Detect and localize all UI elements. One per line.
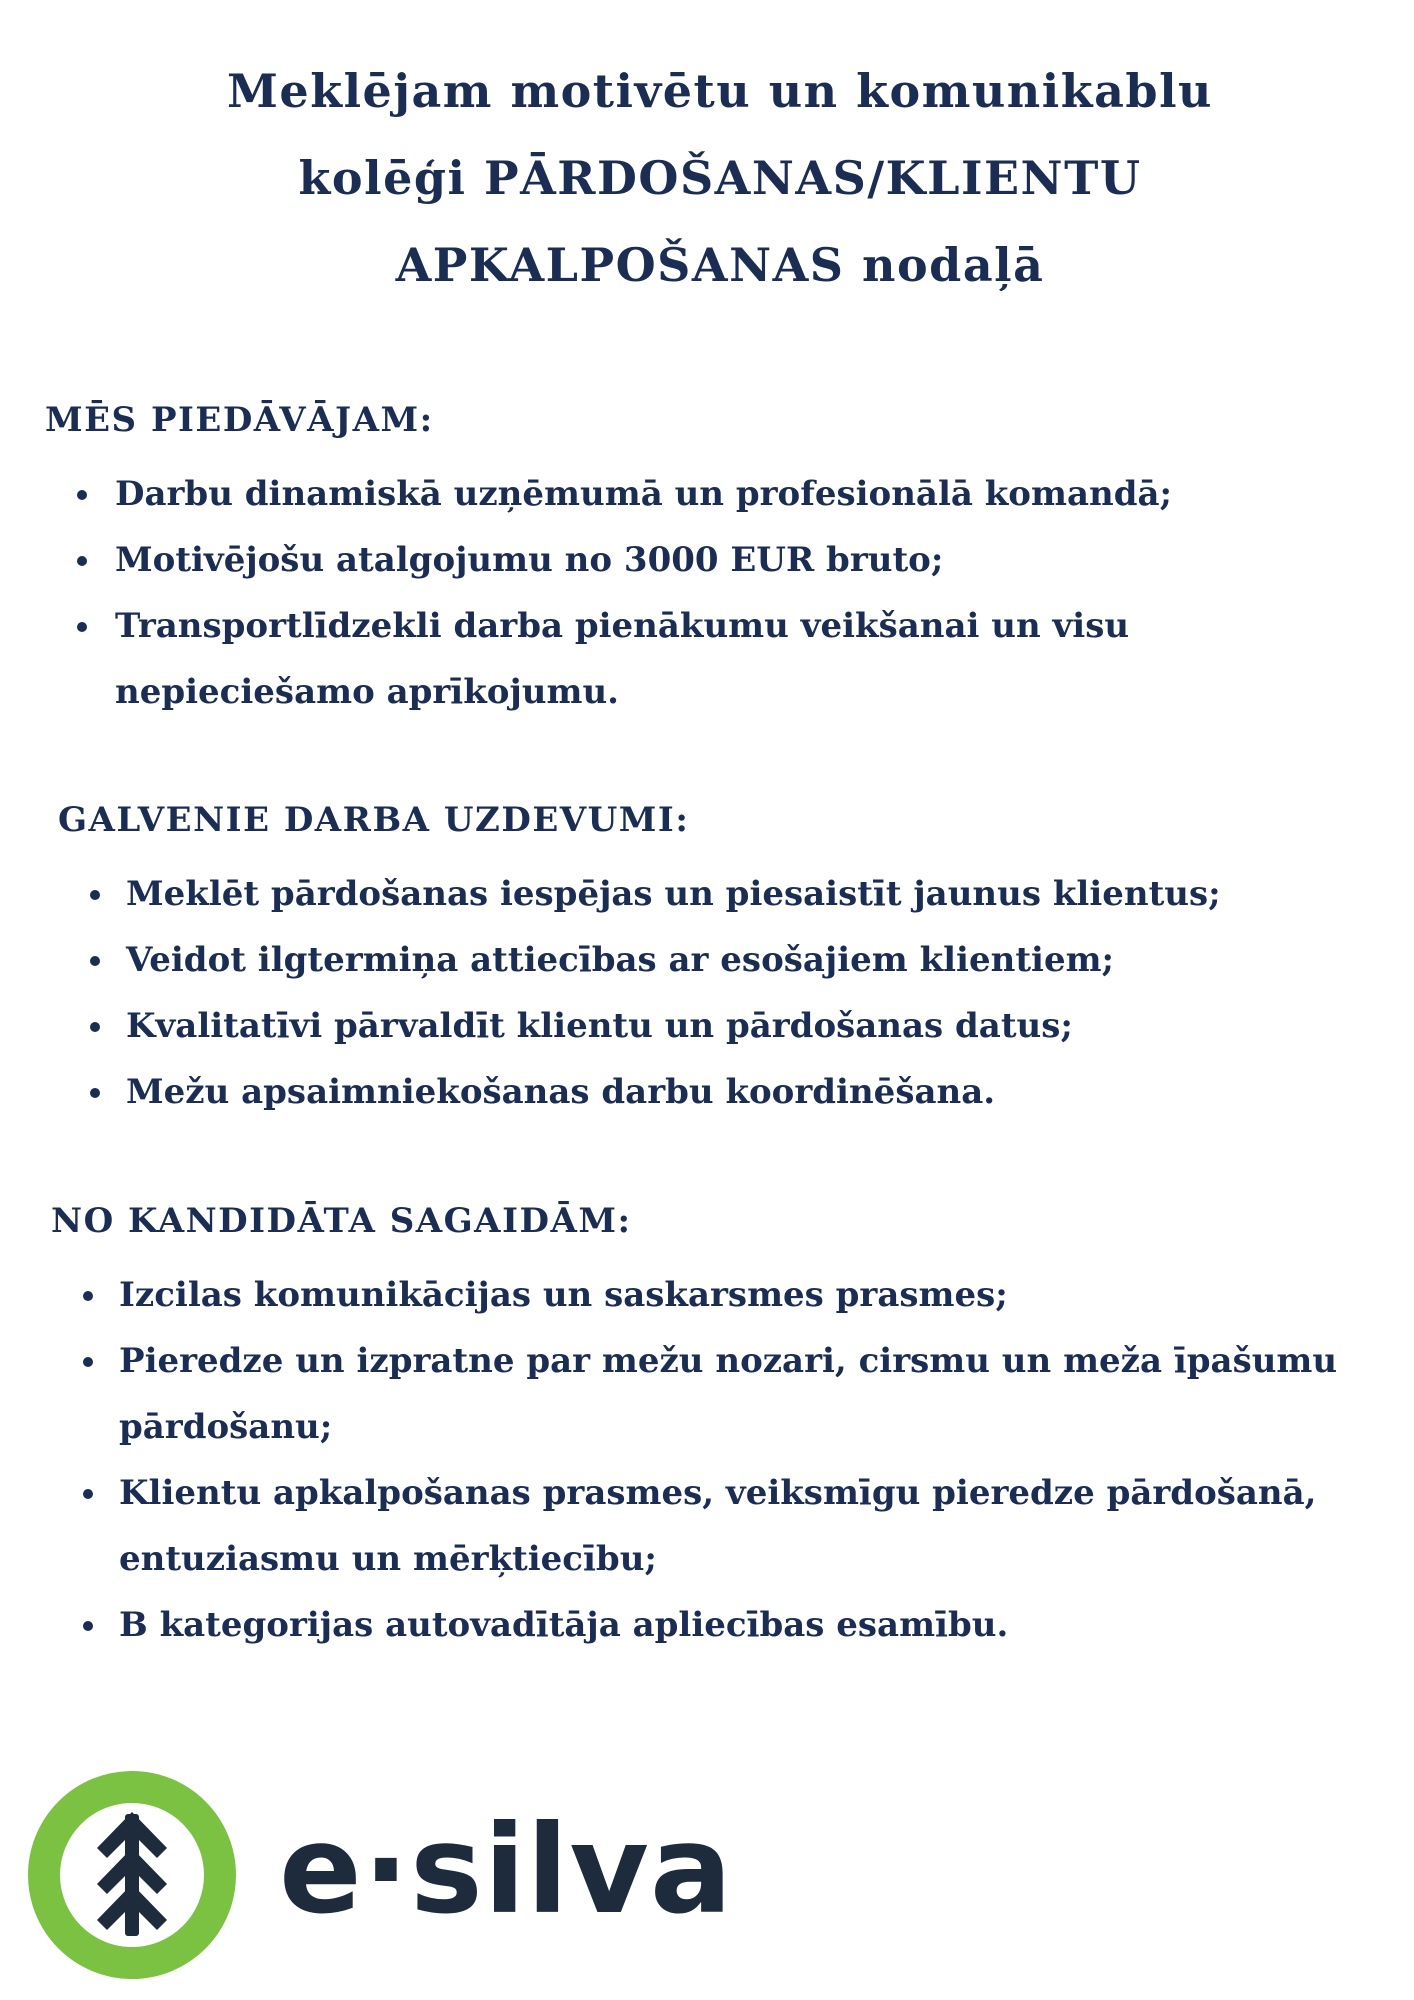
bullet-icon <box>90 890 100 900</box>
tasks-list <box>58 861 1398 1125</box>
bullet-icon <box>90 956 100 966</box>
list-item <box>126 1059 1398 1125</box>
list-item-text: Klientu apkalpošanas prasmes, veiksmīgu pieredze pārdošanā, entuziasmu un mērķtiecību; <box>119 1473 1317 1579</box>
list-item-text: Veidot ilgtermiņa attiecības ar esošajiem klientiem; <box>126 940 1115 980</box>
bullet-icon <box>77 490 87 500</box>
bullet-icon <box>90 1022 100 1032</box>
list-item <box>126 927 1398 993</box>
list-item <box>119 1592 1391 1658</box>
tasks-heading: GALVENIE DARBA UZDEVUMI: <box>58 800 690 840</box>
logo-wordmark: e·silva <box>279 1799 734 1941</box>
offers-list <box>45 461 1385 725</box>
list-item-text: Mežu apsaimniekošanas darbu koordinēšana. <box>126 1072 996 1112</box>
list-item <box>119 1262 1391 1328</box>
bullet-icon <box>83 1621 93 1631</box>
bullet-icon <box>83 1291 93 1301</box>
bullet-icon <box>83 1489 93 1499</box>
list-item <box>115 527 1385 593</box>
list-item <box>119 1460 1391 1592</box>
bullet-icon <box>83 1357 93 1367</box>
list-item-text: Kvalitatīvi pārvaldīt klientu un pārdošanas datus; <box>126 1006 1073 1046</box>
list-item-text: Transportlīdzekli darba pienākumu veikšanai un visu nepieciešamo aprīkojumu. <box>115 606 1130 712</box>
list-item <box>119 1328 1391 1460</box>
requirements-section <box>51 1198 1391 1658</box>
requirements-list <box>51 1262 1391 1658</box>
headline-line: APKALPOŠANAS nodaļā <box>395 238 1045 292</box>
tree-arrow-icon <box>27 1770 237 1980</box>
headline-line: Meklējam motivētu un komunikablu <box>227 64 1213 118</box>
list-item <box>115 461 1385 527</box>
list-item-text: Izcilas komunikācijas un saskarsmes prasmes; <box>119 1275 1008 1315</box>
offers-section <box>45 397 1385 725</box>
tasks-section <box>58 797 1398 1125</box>
list-item <box>126 861 1398 927</box>
requirements-heading: NO KANDIDĀTA SAGAIDĀM: <box>51 1201 632 1241</box>
bullet-icon <box>77 556 87 566</box>
bullet-icon <box>90 1088 100 1098</box>
list-item-text: Pieredze un izpratne par mežu nozari, cirsmu un meža īpašumu pārdošanu; <box>119 1341 1338 1447</box>
esilva-logo <box>27 1770 734 1970</box>
headline-line: kolēģi PĀRDOŠANAS/KLIENTU <box>298 151 1142 205</box>
headline <box>0 48 1414 309</box>
list-item-text: B kategorijas autovadītāja apliecības esamību. <box>119 1605 1009 1645</box>
list-item-text: Motivējošu atalgojumu no 3000 EUR bruto; <box>115 540 944 580</box>
offers-heading: MĒS PIEDĀVĀJAM: <box>45 400 434 440</box>
list-item <box>126 993 1398 1059</box>
list-item-text: Darbu dinamiskā uzņēmumā un profesionālā komandā; <box>115 474 1173 514</box>
list-item <box>115 593 1385 725</box>
list-item-text: Meklēt pārdošanas iespējas un piesaistīt jaunus klientus; <box>126 874 1221 914</box>
bullet-icon <box>77 622 87 632</box>
